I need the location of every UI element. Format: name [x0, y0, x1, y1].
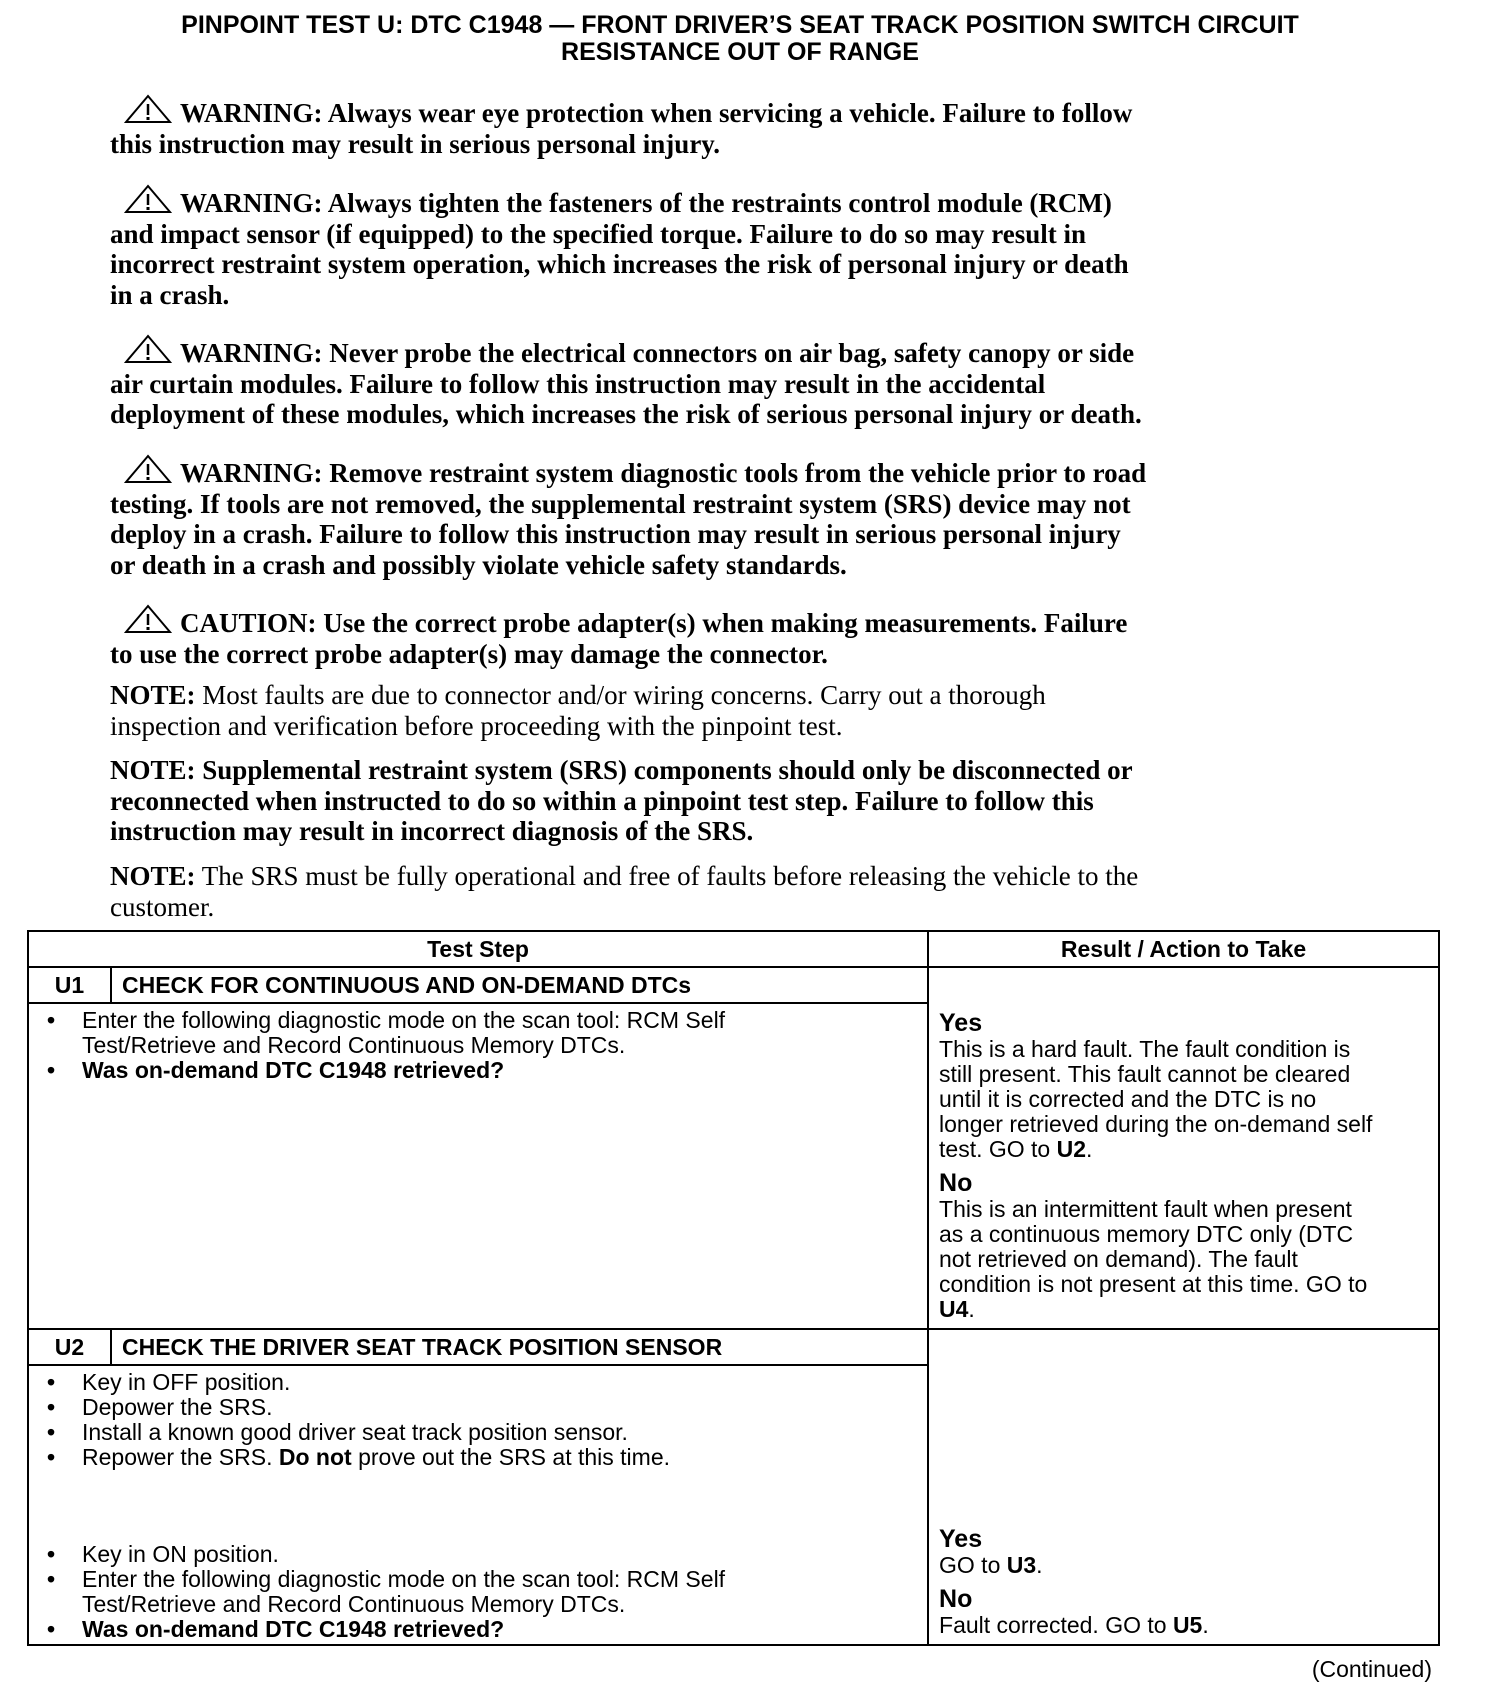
- list-item: • Key in OFF position.: [29, 1370, 927, 1395]
- column-header-result: Result / Action to Take: [928, 931, 1439, 967]
- warning-triangle-icon: [124, 184, 172, 214]
- result-cell: [928, 1329, 1439, 1645]
- warning-text: deploy in a crash. Failure to follow this instruction may result in serious personal injury: [110, 519, 1121, 549]
- pinpoint-test-table: [27, 930, 1440, 1646]
- caution-block: [110, 604, 1360, 669]
- warning-text: in a crash.: [110, 279, 230, 310]
- note-label: NOTE:: [110, 680, 196, 710]
- warning-text: this instruction may result in serious personal injury.: [110, 128, 721, 159]
- goto-link: U4: [939, 1296, 969, 1322]
- step-id: U1: [28, 967, 111, 1003]
- yes-label: Yes: [939, 1525, 983, 1553]
- goto-link: U3: [1006, 1552, 1037, 1578]
- result-text: This is a hard fault. The fault condition is still present. This fault cannot be cleared until it is corrected and the DTC is no longer retrieved during the on-demand self test. GO to U2.: [939, 1036, 1373, 1162]
- yes-label: Yes: [939, 1009, 983, 1037]
- result-text: GO to U3.: [939, 1552, 1043, 1578]
- list-item: • Was on-demand DTC C1948 retrieved?: [29, 1058, 927, 1083]
- page-title-line: PINPOINT TEST U: DTC C1948 — FRONT DRIVER’S SEAT TRACK POSITION SWITCH CIRCUIT: [181, 11, 1299, 39]
- warning-text: air curtain modules. Failure to follow this instruction may result in the accidental: [110, 368, 1046, 399]
- note-text: Supplemental restraint system (SRS) components should only be disconnected or: [195, 755, 1133, 785]
- page-title: [60, 12, 1420, 66]
- note-text: Most faults are due to connector and/or wiring concerns. Carry out a thorough: [195, 680, 1046, 710]
- warning-block: [110, 94, 1360, 159]
- list-item: • Install a known good driver seat track position sensor.: [29, 1420, 927, 1445]
- note-text: instruction may result in incorrect diagnosis of the SRS.: [110, 816, 754, 846]
- warning-text: incorrect restraint system operation, which increases the risk of personal injury or death: [110, 249, 1129, 279]
- warning-text: WARNING: Always tighten the fasteners of the restraints control module (RCM): [180, 188, 1112, 218]
- warning-triangle-icon: [124, 334, 172, 364]
- table-row: [28, 1329, 1439, 1365]
- column-header-test-step: Test Step: [28, 931, 928, 967]
- table-row: [28, 967, 1439, 1003]
- table-header-row: [28, 931, 1439, 967]
- list-item: • Was on-demand DTC C1948 retrieved?: [29, 1617, 927, 1642]
- warning-block: [110, 184, 1360, 310]
- list-item: • Enter the following diagnostic mode on the scan tool: RCM Self Test/Retrieve and Record Continuous Memory DTCs.: [29, 1567, 927, 1617]
- caution-text: CAUTION: Use the correct probe adapter(s) when making measurements. Failure: [180, 608, 1128, 638]
- step-actions: [28, 1365, 928, 1645]
- goto-link: U5: [1172, 1612, 1203, 1638]
- note-text: customer.: [110, 891, 215, 922]
- warning-block: [110, 334, 1360, 430]
- goto-link: U2: [1056, 1136, 1087, 1162]
- step-heading: CHECK FOR CONTINUOUS AND ON-DEMAND DTCs: [111, 967, 928, 1003]
- warning-triangle-icon: [124, 94, 172, 124]
- result-text: Fault corrected. GO to U5.: [939, 1612, 1209, 1638]
- no-label: No: [939, 1169, 973, 1197]
- note-text: The SRS must be fully operational and free of faults before releasing the vehicle to the: [195, 861, 1139, 891]
- step-id: U2: [28, 1329, 111, 1365]
- page-title-line: RESISTANCE OUT OF RANGE: [561, 38, 919, 66]
- warning-text: deployment of these modules, which increases the risk of serious personal injury or death.: [110, 399, 1142, 429]
- step-heading: CHECK THE DRIVER SEAT TRACK POSITION SENSOR: [111, 1329, 928, 1365]
- warning-text: testing. If tools are not removed, the supplemental restraint system (SRS) device may not: [110, 488, 1131, 519]
- warning-triangle-icon: [124, 454, 172, 484]
- warning-text: WARNING: Always wear eye protection when servicing a vehicle. Failure to follow: [180, 98, 1133, 128]
- warning-triangle-icon: [124, 604, 172, 634]
- step-actions: [28, 1003, 928, 1329]
- result-cell: [928, 967, 1439, 1329]
- note-block: [110, 755, 1360, 847]
- warning-block: [110, 454, 1360, 580]
- note-label: NOTE:: [110, 755, 196, 785]
- note-block: [110, 680, 1360, 741]
- note-block: [110, 861, 1360, 922]
- continued-label: (Continued): [1311, 1656, 1432, 1682]
- list-item: • Repower the SRS. Do not prove out the SRS at this time.: [29, 1445, 927, 1470]
- list-item: • Enter the following diagnostic mode on the scan tool: RCM Self Test/Retrieve and Record Continuous Memory DTCs.: [29, 1008, 927, 1058]
- warning-text: WARNING: Remove restraint system diagnostic tools from the vehicle prior to road: [180, 458, 1147, 488]
- result-text: This is an intermittent fault when present as a continuous memory DTC only (DTC not retrieved on demand). The fault condition is not present at this time. GO to U4.: [939, 1196, 1368, 1322]
- warning-text: and impact sensor (if equipped) to the specified torque. Failure to do so may result in: [110, 218, 1087, 249]
- note-text: inspection and verification before proceeding with the pinpoint test.: [110, 710, 843, 741]
- no-label: No: [939, 1585, 973, 1613]
- warning-text: or death in a crash and possibly violate vehicle safety standards.: [110, 549, 847, 580]
- note-text: reconnected when instructed to do so within a pinpoint test step. Failure to follow this: [110, 785, 1094, 816]
- list-item: • Key in ON position.: [29, 1542, 927, 1567]
- warning-text: WARNING: Never probe the electrical connectors on air bag, safety canopy or side: [180, 338, 1135, 368]
- caution-text: to use the correct probe adapter(s) may damage the connector.: [110, 638, 828, 669]
- note-label: NOTE:: [110, 861, 196, 891]
- list-item: • Depower the SRS.: [29, 1395, 927, 1420]
